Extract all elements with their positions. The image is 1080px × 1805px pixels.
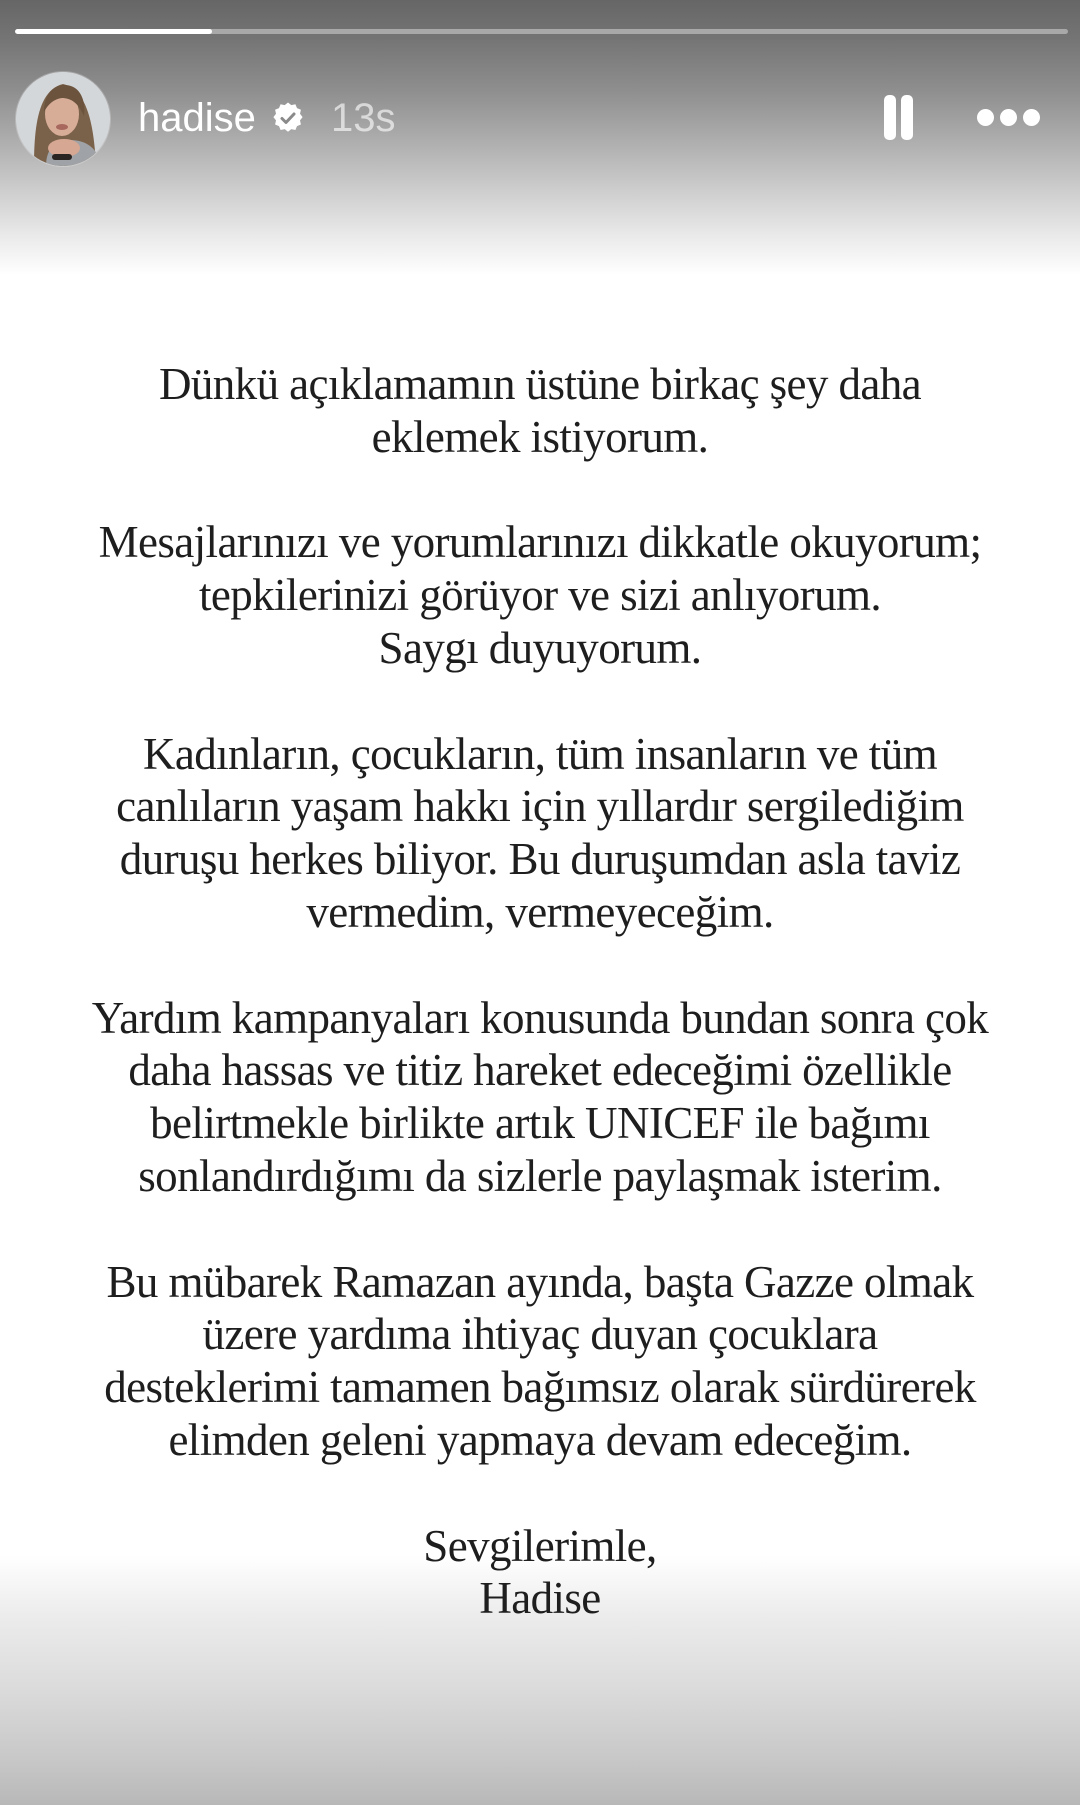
pause-button[interactable] [878, 90, 920, 146]
text-line: elimden geleni yapmaya devam edeceğim. [168, 1414, 912, 1465]
pause-icon [884, 95, 896, 140]
paragraph-campaigns [0, 992, 1080, 1203]
paragraph-ramadan [0, 1256, 1080, 1467]
text-line: üzere yardıma ihtiyaç duyan çocuklara [202, 1309, 878, 1360]
text-line: Dünkü açıklamamın üstüne birkaç şey daha [158, 359, 921, 409]
more-horizontal-icon-dot [1023, 109, 1040, 126]
paragraph-intro [0, 358, 1080, 464]
avatar[interactable] [16, 72, 110, 166]
text-line: tepkilerinizi görüyor ve sizi anlıyorum. [198, 570, 882, 621]
text-line: duruşu herkes biliyor. Bu duruşumdan asla taviz [119, 834, 961, 885]
text-line: daha hassas ve titiz hareket edeceğimi özellikle [128, 1045, 952, 1096]
text-line: Yardım kampanyaları konusunda bundan sonra çok [91, 992, 989, 1043]
text-line: vermedim, vermeyeceğim. [306, 886, 774, 937]
more-options-button[interactable] [970, 98, 1048, 138]
story-timestamp: 13s [331, 96, 396, 140]
more-horizontal-icon-dot [1000, 109, 1017, 126]
text-line: sonlandırdığımı da sizlerle paylaşmak isterim. [138, 1150, 942, 1201]
text-line: Mesajlarınızı ve yorumlarınızı dikkatle okuyorum; [98, 517, 982, 568]
signature-closing: Sevgilerimle, [423, 1520, 657, 1571]
text-line: canlıların yaşam hakkı için yıllardır sergilediğim [116, 781, 964, 832]
text-line: desteklerimi tamamen bağımsız olarak sürdürerek [104, 1362, 976, 1413]
signature-name: Hadise [479, 1573, 601, 1624]
more-horizontal-icon [977, 109, 994, 126]
verified-badge-icon [271, 101, 305, 135]
username[interactable]: hadise [138, 96, 256, 140]
text-line: eklemek istiyorum. [371, 411, 709, 462]
text-line: Kadınların, çocukların, tüm insanların ve tüm [142, 728, 938, 779]
text-line: belirtmekle birlikte artık UNICEF ile bağımı [150, 1098, 930, 1149]
avatar-photo-icon [16, 72, 110, 166]
text-line: Saygı duyuyorum. [378, 622, 702, 673]
paragraph-stance [0, 728, 1080, 939]
pause-icon-bar [901, 95, 913, 140]
story-text-content [0, 358, 1080, 1678]
signature [0, 1520, 1080, 1626]
paragraph-messages [0, 516, 1080, 674]
text-line: Bu mübarek Ramazan ayında, başta Gazze olmak [106, 1256, 974, 1307]
story-header [0, 0, 1080, 200]
